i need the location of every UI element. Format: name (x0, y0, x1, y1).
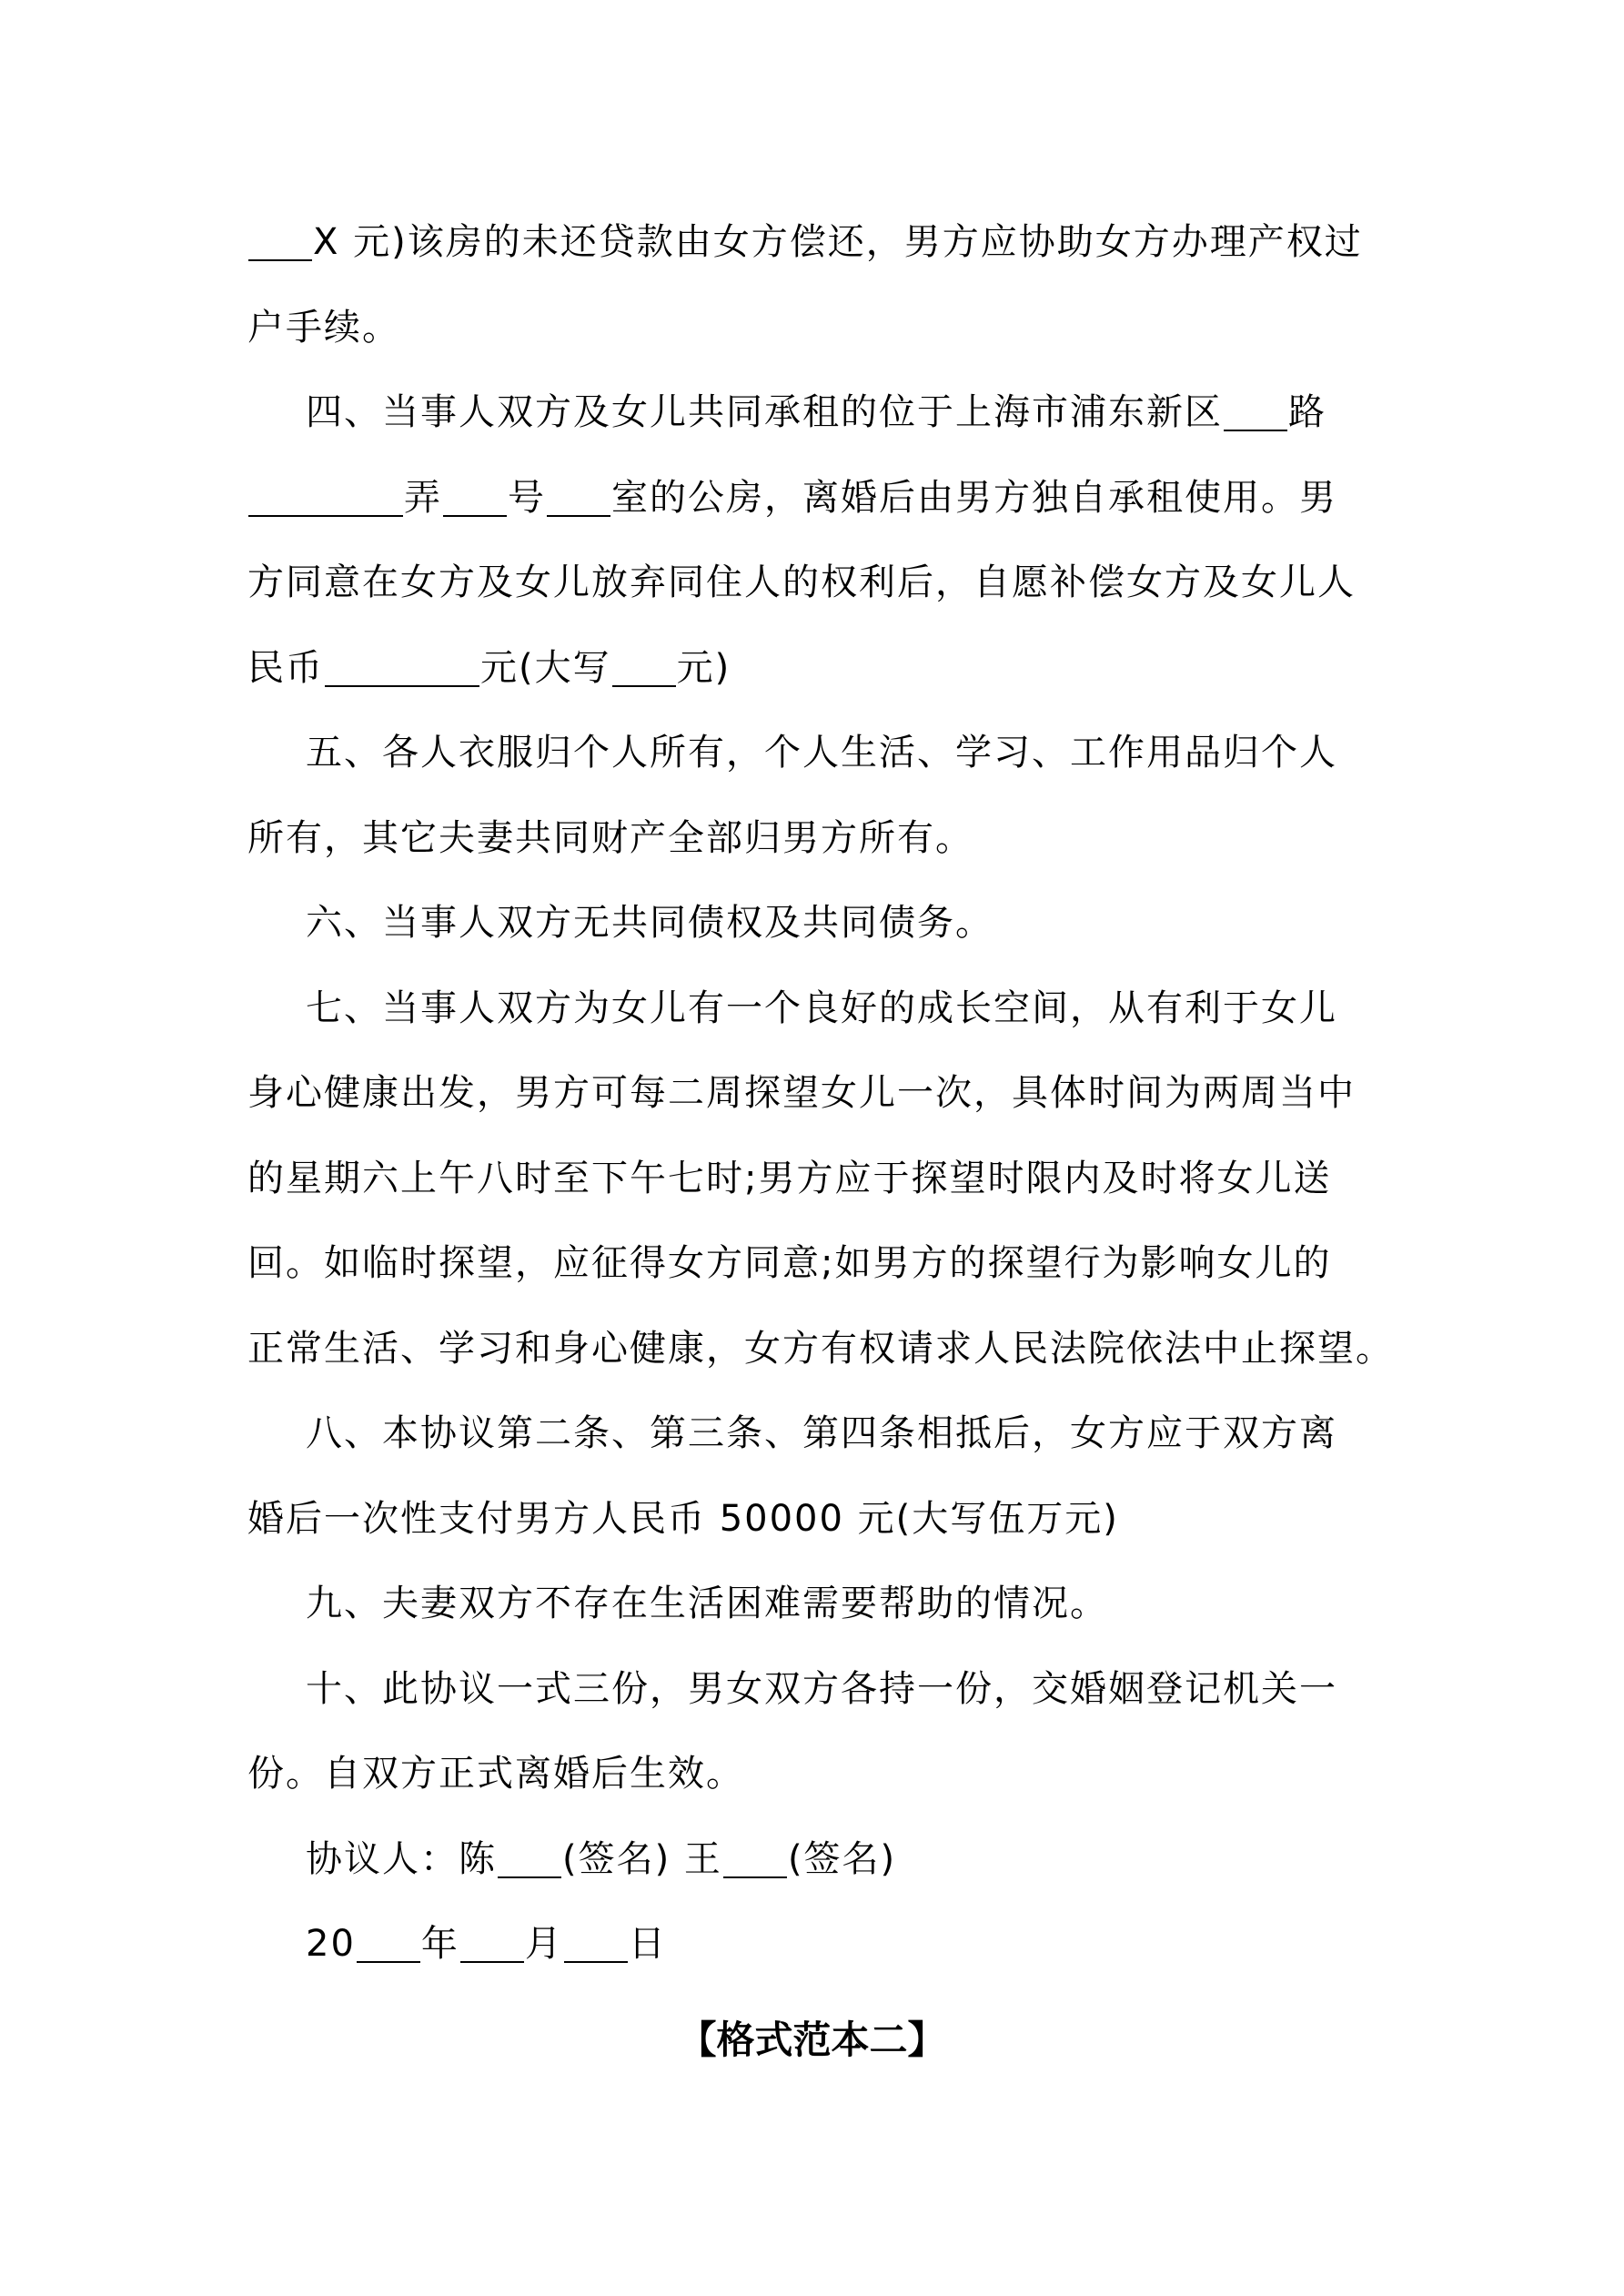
clause-8-amount: 婚后一次性支付男方人民币 50000 元(大写伍万元) (247, 1497, 1119, 1540)
clause-8-text: 八、本协议第二条、第三条、第四条相抵后，女方应于双方离 (306, 1412, 1337, 1454)
clause-4-line-2 (247, 456, 1385, 541)
agreement-body (247, 200, 1394, 1988)
blank-field (325, 643, 479, 687)
date-day: 日 (628, 1923, 667, 1965)
clause-7-text-2: 身心健康出发，男方可每二周探望女儿一次，具体时间为两周当中 (247, 1072, 1356, 1114)
clause-4-text: 四、当事人双方及女儿共同承租的位于上海市浦东新区 (306, 391, 1223, 433)
signature-label: (签名) (787, 1837, 897, 1880)
clause-9 (247, 1562, 1385, 1647)
clause-7-text: 七、当事人双方为女儿有一个良好的成长空间，从有利于女儿 (306, 986, 1337, 1029)
clause-4-currency: 民币 (247, 646, 324, 689)
clause-6-text: 六、当事人双方无共同债权及共同债务。 (306, 902, 994, 944)
clause-7-text-5: 正常生活、学习和身心健康，女方有权请求人民法院依法中止探望。 (247, 1327, 1394, 1370)
clause-4-end: 元) (676, 646, 731, 689)
clause-4-lane: 弄 (404, 476, 442, 519)
clause-8-line-2 (247, 1477, 1385, 1563)
signature-blank (498, 1835, 561, 1878)
date-blank (460, 1919, 524, 1963)
clause-7-line-1 (247, 966, 1385, 1052)
clause-8-line-1 (247, 1391, 1385, 1477)
date-blank (564, 1919, 628, 1963)
clause-7-line-2 (247, 1051, 1385, 1137)
clause-4-number: 号 (508, 476, 546, 519)
blank-field (547, 473, 610, 517)
clause-9-text: 九、夫妻双方不存在生活困难需要帮助的情况。 (306, 1583, 1108, 1624)
date-blank (357, 1919, 420, 1963)
clause-4-road: 路 (1288, 391, 1326, 433)
signatory-wang: (签名) 王 (562, 1837, 722, 1880)
clause-7-line-5 (247, 1307, 1394, 1392)
clause-4-amount-words: 元(大写 (480, 646, 611, 689)
clause-7-text-4: 回。如临时探望，应征得女方同意;如男方的探望行为影响女儿的 (247, 1242, 1332, 1284)
clause-7-line-4 (247, 1221, 1385, 1307)
clause-5-line-2 (247, 796, 1385, 882)
clause-5-text: 五、各人衣服归个人所有，个人生活、学习、工作用品归个人 (306, 732, 1337, 774)
clause-4-line-3 (247, 541, 1385, 626)
blank-field (612, 643, 676, 687)
date-year: 年 (420, 1923, 459, 1965)
signature-blank (723, 1835, 787, 1878)
date-century: 20 (306, 1923, 356, 1965)
signature-line (247, 1817, 1385, 1903)
blank-field (1224, 388, 1287, 431)
clause-7-line-3 (247, 1137, 1385, 1222)
clause-10-text: 十、此协议一式三份，男女双方各持一份，交婚姻登记机关一 (306, 1667, 1337, 1710)
blank-field (248, 473, 403, 517)
clause-4-compensation: 方同意在女方及女儿放弃同住人的权利后，自愿补偿女方及女儿人 (247, 561, 1356, 603)
clause-10-line-1 (247, 1647, 1385, 1733)
section-heading: 【格式范本二】 (678, 2018, 946, 2062)
clause-4-line-1 (247, 370, 1385, 456)
date-line (247, 1902, 1385, 1988)
line-1 (247, 200, 1385, 286)
clause-10-line-2 (247, 1732, 1385, 1817)
date-month: 月 (524, 1923, 563, 1965)
clause-4-line-4 (247, 626, 1385, 712)
clause-10-end: 份。自双方正式离婚后生效。 (247, 1753, 744, 1795)
blank-field (248, 217, 312, 261)
blank-field (443, 473, 507, 517)
clause-3-end: 户手续。 (247, 306, 400, 349)
signatory-chen: 协议人：陈 (306, 1837, 497, 1880)
clause-7-text-3: 的星期六上午八时至下午七时;男方应于探望时限内及时将女儿送 (247, 1157, 1332, 1199)
clause-6 (247, 881, 1385, 966)
clause-5-end: 所有，其它夫妻共同财产全部归男方所有。 (247, 816, 973, 859)
line-2 (247, 286, 1385, 371)
clause-4-room: 室的公房，离婚后由男方独自承租使用。男 (611, 476, 1337, 519)
clause-5-line-1 (247, 711, 1385, 796)
clause-3-text: X 元)该房的未还贷款由女方偿还，男方应协助女方办理产权过 (313, 221, 1363, 263)
